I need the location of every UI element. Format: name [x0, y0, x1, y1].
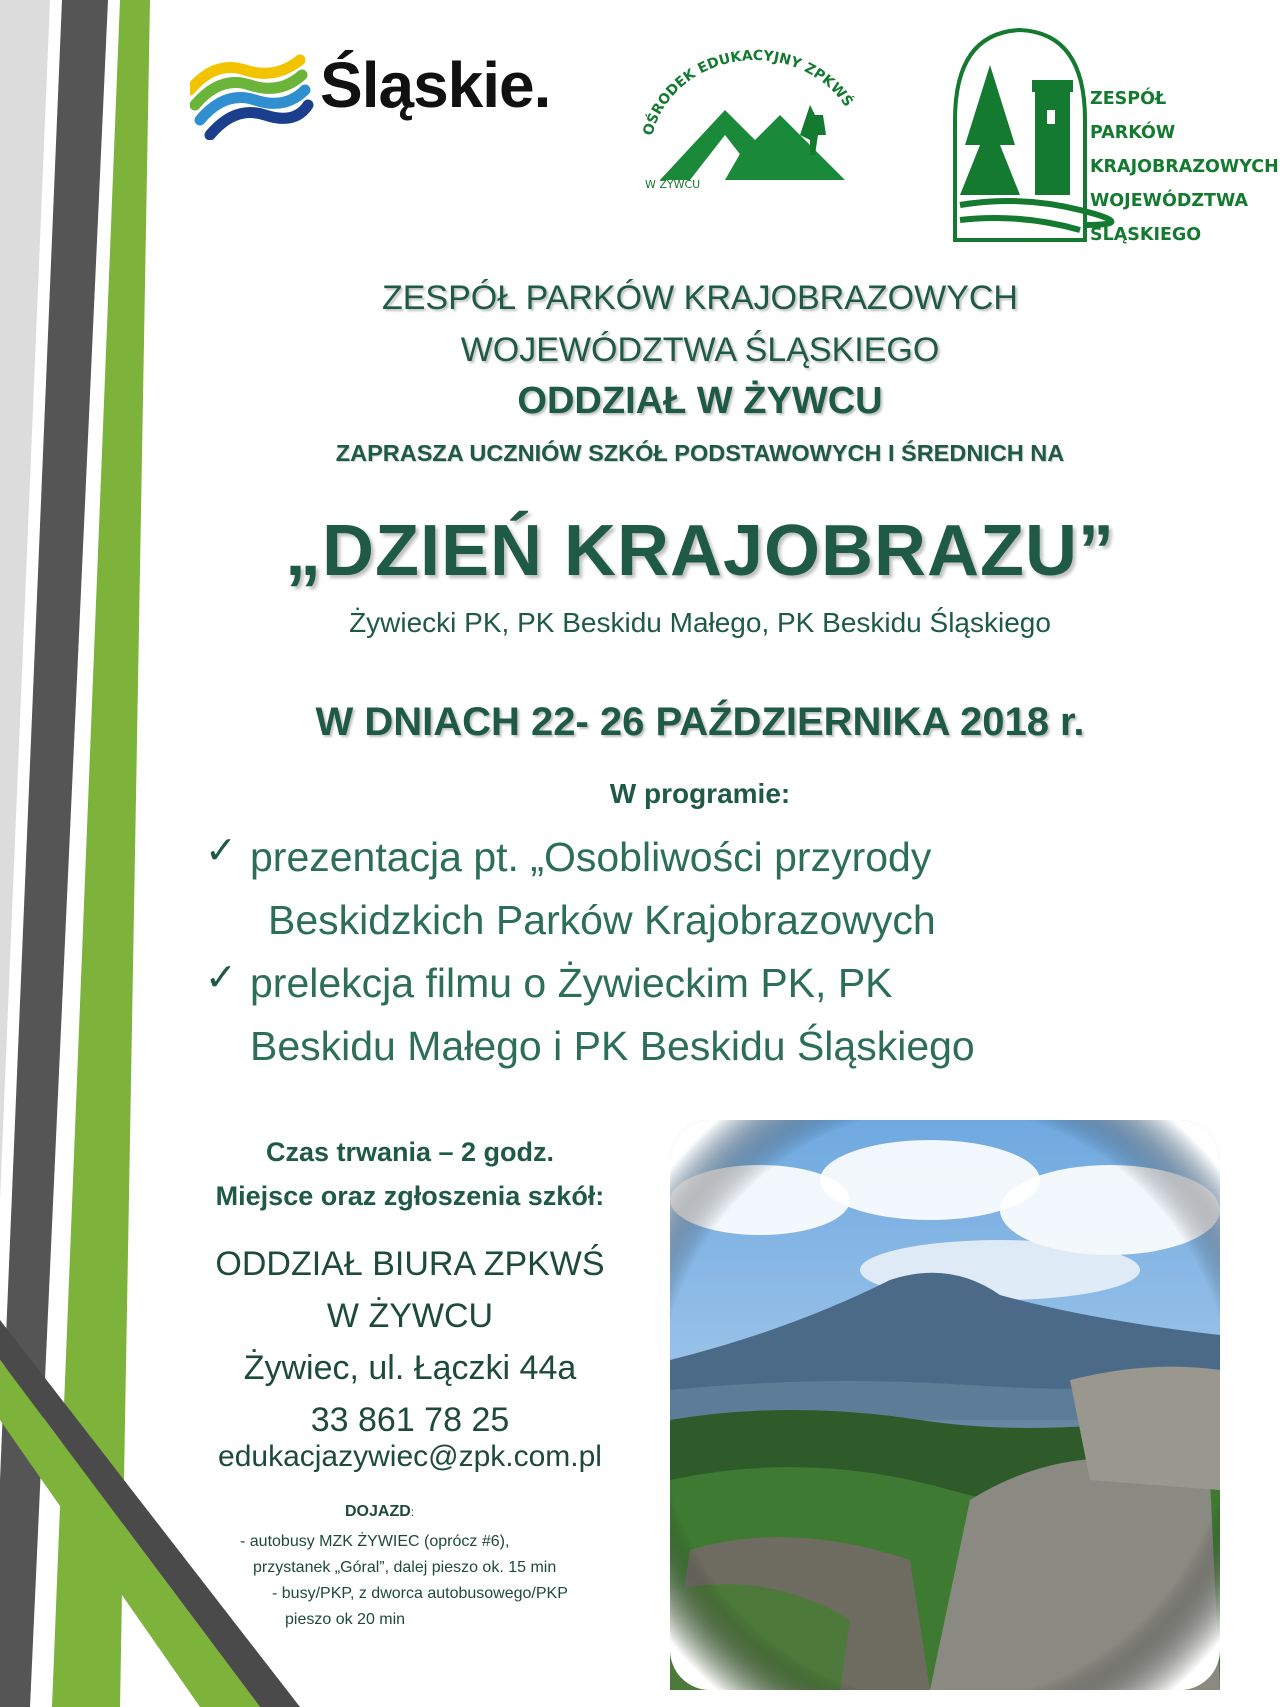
mountain-landscape-photo — [670, 1120, 1220, 1690]
invitation-text: ZAPRASZA UCZNIÓW SZKÓŁ PODSTAWOWYCH I ŚREDNICH NA — [335, 440, 1065, 466]
osrodek-ring-text: OŚRODEK EDUKACYJNY ZPKWŚ — [640, 47, 856, 138]
office-address: Żywiec, ul. Łączki 44a — [243, 1349, 577, 1387]
office-line-2: W ŻYWCU — [326, 1297, 494, 1335]
office-address-block — [140, 1238, 680, 1446]
event-parks: Żywiecki PK, PK Beskidu Małego, PK Beskidu Śląskiego — [349, 607, 1051, 638]
program-item-2 — [250, 952, 1170, 1078]
event-dates: W DNIACH 22- 26 PAŹDZIERNIKA 2018 r. — [315, 700, 1085, 744]
organization-name — [150, 272, 1250, 376]
office-line-1: ODDZIAŁ BIURA ZPKWŚ — [215, 1245, 605, 1283]
place-label: Miejsce oraz zgłoszenia szkół: — [215, 1181, 605, 1211]
program-heading: W programie: — [609, 778, 791, 809]
dojazd-line-1: - autobusy MZK ŻYWIEC (oprócz #6), — [240, 1533, 510, 1550]
dojazd-line-2: przystanek „Góral”, dalej pieszo ok. 15 min — [253, 1559, 557, 1576]
slaskie-logo-text: Śląskie. — [320, 49, 551, 121]
zpk-logo-line-4: WOJEWÓDZTWA — [1090, 191, 1249, 211]
zpk-logo-text — [1090, 82, 1279, 252]
program-item-1 — [250, 826, 1170, 952]
osrodek-edukacyjny-logo — [630, 40, 880, 190]
organization-line-2: WOJEWÓDZTWA ŚLĄSKIEGO — [460, 331, 940, 369]
program-item-2-line-1: prelekcja filmu o Żywieckim PK, PK — [250, 960, 893, 1006]
osrodek-town-text: W ŻYWCU — [645, 178, 701, 190]
dojazd-line-4: pieszo ok 20 min — [285, 1611, 406, 1628]
zpk-logo-line-2: PARKÓW — [1090, 123, 1176, 143]
program-item-2-line-2: Beskidu Małego i PK Beskidu Śląskiego — [250, 1023, 975, 1069]
dojazd-heading — [345, 1503, 414, 1521]
dojazd-title: DOJAZD — [345, 1503, 411, 1520]
organization-line-1: ZESPÓŁ PARKÓW KRAJOBRAZOWYCH — [381, 279, 1018, 317]
office-phone: 33 861 78 25 — [310, 1401, 510, 1439]
check-icon: ✓ — [205, 957, 237, 999]
zpk-logo-line-3: KRAJOBRAZOWYCH — [1090, 157, 1279, 177]
dojazd-line-3: - busy/PKP, z dworca autobusowego/PKP — [272, 1585, 568, 1602]
zpk-logo-line-1: ZESPÓŁ — [1090, 89, 1167, 109]
zpk-logo-line-5: ŚLĄSKIEGO — [1090, 225, 1202, 245]
program-item-1-line-2: Beskidzkich Parków Krajobrazowych — [268, 897, 936, 943]
contact-email: edukacjazywiec@zpk.com.pl — [218, 1440, 602, 1473]
dojazd-colon: : — [410, 1505, 415, 1519]
duration-text: Czas trwania – 2 godz. — [265, 1137, 555, 1167]
event-title: „DZIEŃ KRAJOBRAZU” — [284, 511, 1115, 591]
program-item-1-line-1: prezentacja pt. „Osobliwości przyrody — [250, 834, 932, 880]
check-icon: ✓ — [205, 830, 237, 872]
svg-text:OŚRODEK EDUKACYJNY ZPKWŚ — [640, 48, 857, 137]
branch-name: ODDZIAŁ W ŻYWCU — [517, 380, 883, 422]
duration-and-place — [140, 1130, 680, 1218]
